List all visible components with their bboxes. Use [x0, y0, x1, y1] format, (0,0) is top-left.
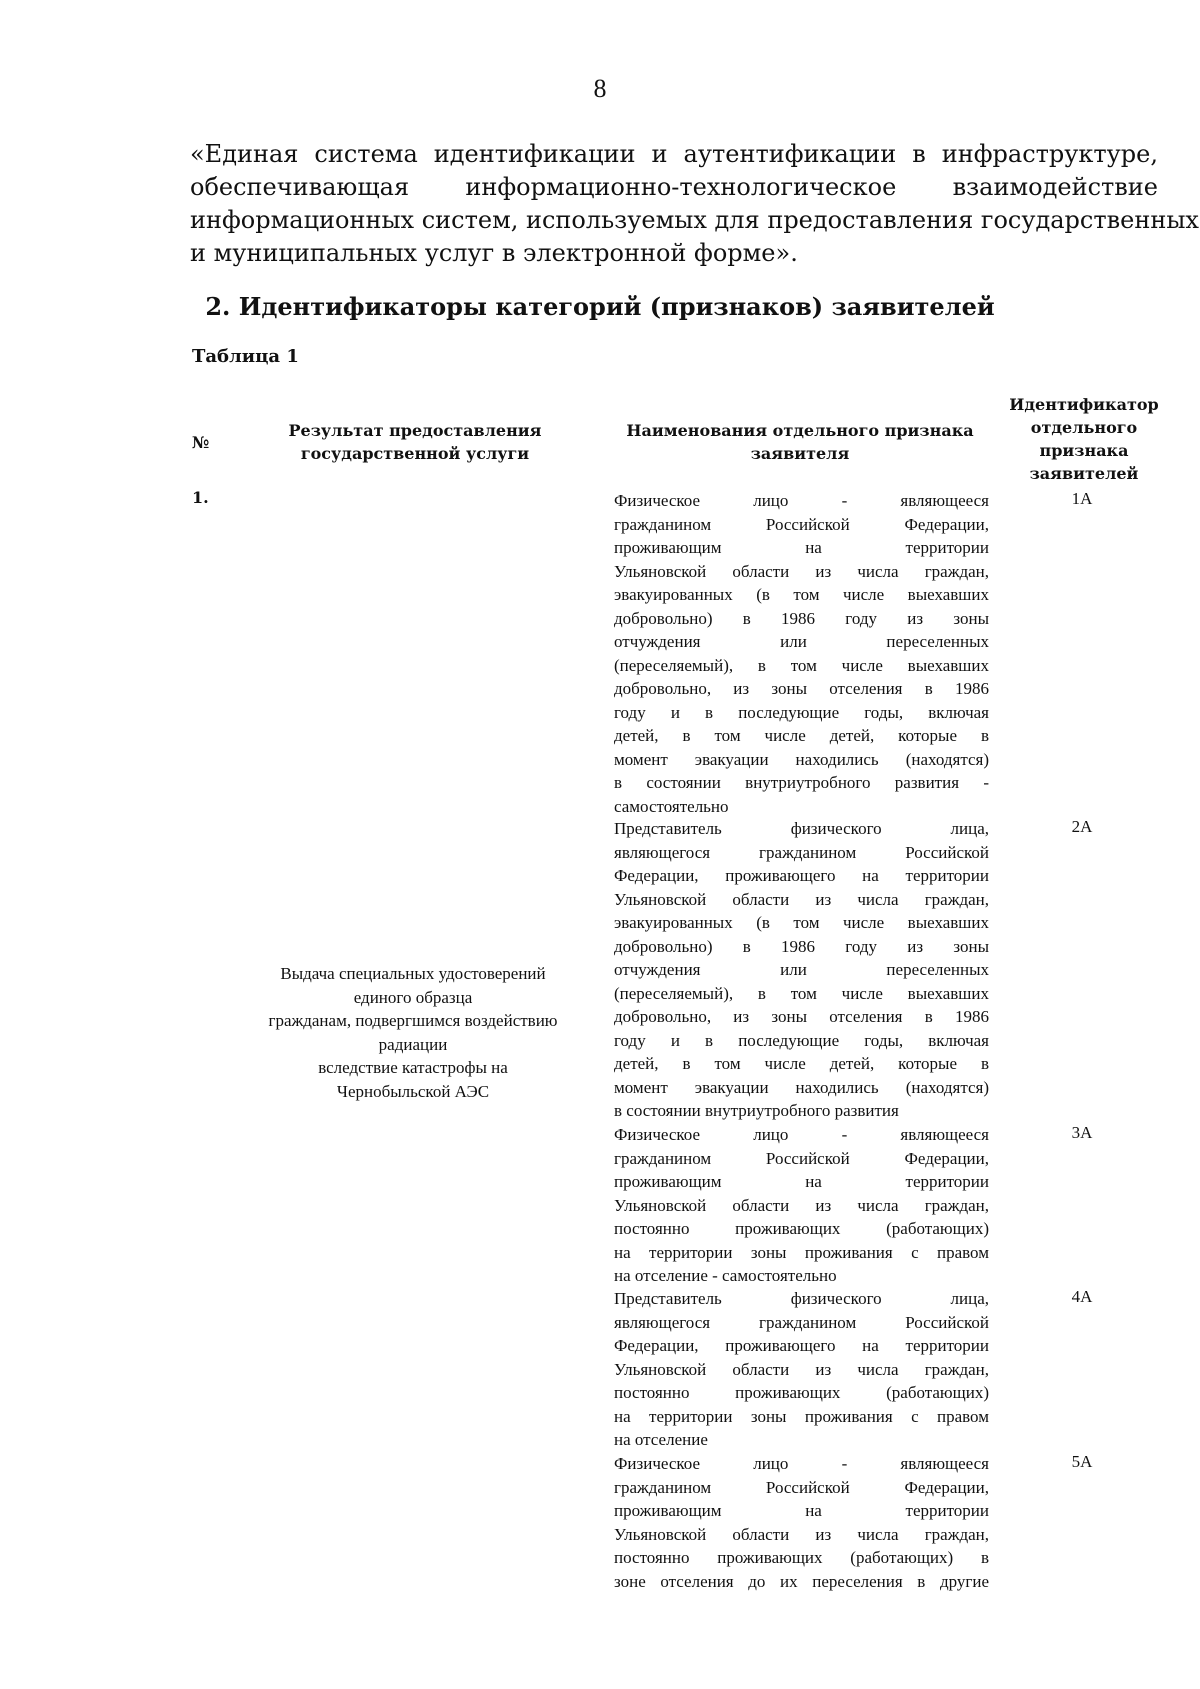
intro-line: «Единая система идентификации и аутентификации в инфраструктуре, [190, 140, 1158, 168]
description-line: Федерации, проживающего на территории [614, 866, 989, 885]
description-line: году и в последующие годы, включая [614, 702, 989, 722]
header-number: № [192, 433, 210, 452]
intro-line: и муниципальных услуг в электронной форме». [190, 239, 798, 267]
identifier-code: 3А [1071, 1123, 1093, 1142]
description-line: зоне отселения до их переселения в другие [614, 1571, 989, 1591]
result-line: Выдача специальных удостоверений [280, 964, 546, 983]
description-line: Ульяновской области из числа граждан, [614, 561, 989, 581]
identifier-code: 4А [1071, 1287, 1093, 1306]
description-line: отчуждения или переселенных [614, 632, 989, 651]
description-line: Ульяновской области из числа граждан, [614, 1195, 989, 1215]
description-line: самостоятельно [614, 796, 729, 816]
result-line: радиации [378, 1034, 448, 1054]
description-line: добровольно, из зоны отселения в 1986 [614, 1007, 989, 1026]
description-line: на отселение [614, 1430, 708, 1449]
description-line: Ульяновской области из числа граждан, [614, 889, 989, 909]
description-line: проживающим на территории [614, 1172, 989, 1191]
description-line: Физическое лицо - являющееся [614, 491, 989, 510]
description-line: детей, в том числе детей, которые в [614, 726, 989, 745]
result-line: гражданам, подвергшимся воздействию [268, 1011, 558, 1030]
identifier-code: 2А [1071, 817, 1093, 836]
page-number: 8 [593, 74, 607, 103]
description-line: эвакуированных (в том числе выехавших [614, 913, 989, 932]
description-line: добровольно) в 1986 году из зоны [614, 608, 989, 628]
identifier-code: 1А [1071, 489, 1093, 508]
description-line: в состоянии внутриутробного развития - [614, 773, 989, 792]
description-line: являющегося гражданином Российской [614, 1312, 989, 1332]
description-line: гражданином Российской Федерации, [614, 1148, 989, 1168]
description-line: добровольно) в 1986 году из зоны [614, 936, 989, 956]
intro-line: информационных систем, используемых для предоставления государственных [190, 206, 1199, 234]
intro-paragraph [190, 138, 1199, 270]
description-line: на территории зоны проживания с правом [614, 1242, 989, 1262]
description-line: гражданином Российской Федерации, [614, 514, 989, 534]
applicant-description [614, 1123, 989, 1288]
applicant-description [614, 489, 989, 818]
description-line: (переселяемый), в том числе выехавших [614, 983, 989, 1003]
applicant-description [614, 1452, 989, 1593]
result-cell [238, 962, 588, 1103]
description-line: постоянно проживающих (работающих) [614, 1219, 989, 1238]
description-line: постоянно проживающих (работающих) в [614, 1548, 989, 1567]
description-line: году и в последующие годы, включая [614, 1030, 989, 1050]
result-line: Чернобыльской АЭС [336, 1081, 490, 1101]
intro-line: обеспечивающая информационно-технологическое взаимодействие [190, 173, 1158, 201]
identifier-code: 5А [1071, 1452, 1093, 1471]
applicant-description [614, 1287, 989, 1452]
header-result: Результат предоставления государственной услуги [288, 421, 542, 463]
description-line: (переселяемый), в том числе выехавших [614, 655, 989, 675]
description-line: Ульяновской области из числа граждан, [614, 1359, 989, 1379]
description-line: эвакуированных (в том числе выехавших [614, 585, 989, 604]
description-line: отчуждения или переселенных [614, 960, 989, 979]
description-line: постоянно проживающих (работающих) [614, 1383, 989, 1402]
description-line: являющегося гражданином Российской [614, 842, 989, 862]
description-line: на территории зоны проживания с правом [614, 1406, 989, 1426]
result-line: вследствие катастрофы на [318, 1058, 508, 1077]
description-line: на отселение - самостоятельно [614, 1266, 837, 1285]
header-identifier: Идентификатор отдельного признака заявителей [1009, 395, 1159, 483]
description-line: Физическое лицо - являющееся [614, 1454, 989, 1473]
description-line: гражданином Российской Федерации, [614, 1477, 989, 1497]
result-line: единого образца [353, 987, 473, 1007]
description-line: момент эвакуации находились (находятся) [614, 1077, 989, 1097]
description-line: Представитель физического лица, [614, 819, 989, 838]
description-line: Федерации, проживающего на территории [614, 1336, 989, 1355]
description-line: Ульяновской области из числа граждан, [614, 1524, 989, 1544]
description-line: проживающим на территории [614, 538, 989, 557]
description-line: Представитель физического лица, [614, 1289, 989, 1308]
header-name: Наименования отдельного признака заявителя [626, 421, 974, 463]
description-line: Физическое лицо - являющееся [614, 1125, 989, 1144]
table-label: Таблица 1 [192, 346, 299, 367]
row-number: 1. [192, 488, 209, 507]
description-line: добровольно, из зоны отселения в 1986 [614, 679, 989, 698]
section-heading: 2. Идентификаторы категорий (признаков) заявителей [205, 292, 995, 321]
description-line: момент эвакуации находились (находятся) [614, 749, 989, 769]
description-line: в состоянии внутриутробного развития [614, 1101, 899, 1120]
applicant-description [614, 817, 989, 1123]
description-line: проживающим на территории [614, 1501, 989, 1520]
description-line: детей, в том числе детей, которые в [614, 1054, 989, 1073]
